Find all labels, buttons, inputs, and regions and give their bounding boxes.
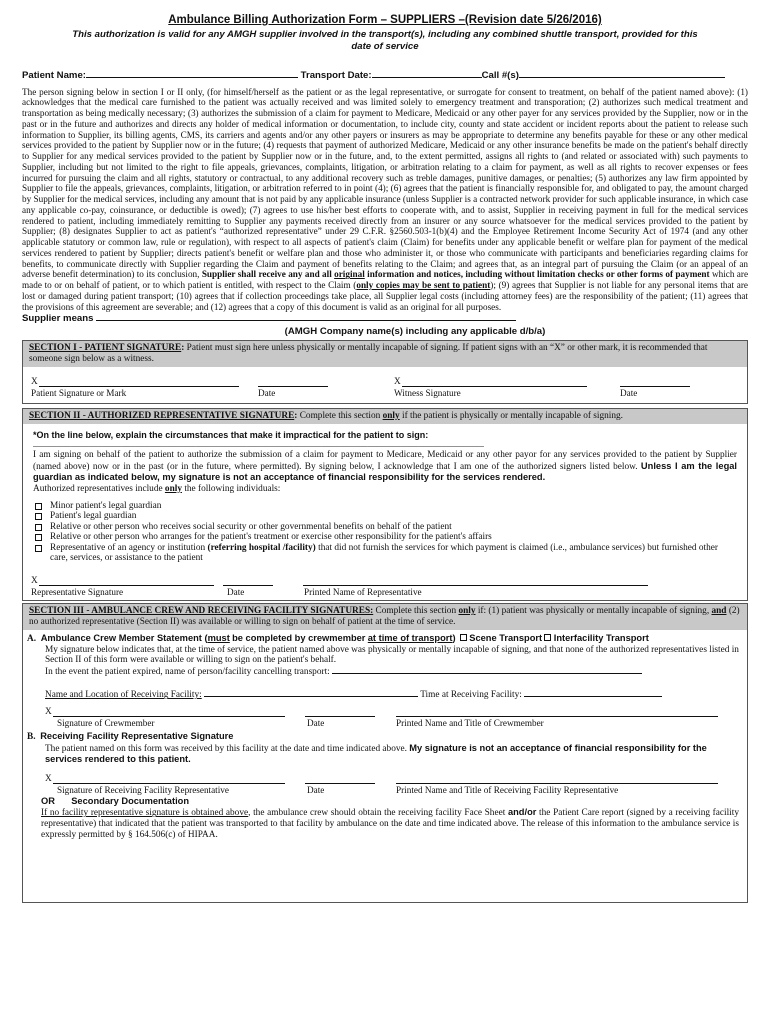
section-1-header: SECTION I - PATIENT SIGNATURE: Patient must sign here unless physically or mentally incapable of signing. If patient signs with an “X” or other mark, it is recommended that someone sign below as a witness. <box>23 341 747 367</box>
section-2-header: SECTION II - AUTHORIZED REPRESENTATIVE SIGNATURE: Complete this section only if the patient is physically or mentally incapable of signing. <box>23 409 747 424</box>
b-letter: B. <box>27 732 36 743</box>
scene-transport-checkbox[interactable] <box>460 634 467 641</box>
rf-printed-label: Printed Name and Title of Receiving Facility Representative <box>396 784 619 795</box>
name-location-field[interactable] <box>204 689 418 697</box>
section-1-text: Patient must sign here unless physically or mentally incapable of signing. If patient signs with an “X” or other mark, it is recommended that someone sign below as a witness. <box>29 342 708 364</box>
section-1-title: SECTION I - PATIENT SIGNATURE <box>29 342 182 353</box>
crew-date-label: Date <box>307 718 325 729</box>
sec-b: the Patient Care report (signed by a receiving facility representative) that indicated that the patient was transported to that facility by ambulance on the date and time indicated above. The release of this information to the ambulance service is expressly permitted by § 164.506(c) of HIPAA. <box>41 808 740 840</box>
section-2-signatures <box>23 564 737 598</box>
patient-date-line[interactable] <box>258 386 328 387</box>
witness-signature-label: Witness Signature <box>394 387 461 398</box>
crew-signature-line[interactable] <box>53 716 285 717</box>
patient-name-label: Patient Name: <box>22 70 86 81</box>
option-agency[interactable] <box>35 543 737 564</box>
section-2-text-a: Complete this section <box>299 410 381 421</box>
secondary-doc-label: Secondary Documentation <box>71 795 190 806</box>
rf-signature-line[interactable] <box>53 783 285 784</box>
checkbox[interactable] <box>35 534 42 541</box>
b-title: Receiving Facility Representative Signature <box>40 731 234 742</box>
checkbox[interactable] <box>35 503 42 510</box>
authorization-paragraph <box>22 87 748 313</box>
form-title: Ambulance Billing Authorization Form – SUPPLIERS –(Revision date 5/26/2016) <box>168 14 602 26</box>
call-number-field[interactable] <box>519 69 725 78</box>
receiving-facility-title <box>27 731 739 743</box>
rep-signature-line[interactable] <box>39 585 214 586</box>
a-title-c: ) <box>452 633 456 644</box>
rep-x: X <box>31 576 38 587</box>
a-letter: A. <box>27 634 37 645</box>
sec-underline: If no facility representative signature is obtained above <box>41 808 249 819</box>
or-secondary-row <box>27 796 739 808</box>
b-text-bold: My signature is not an acceptance of financial responsibility for the services rendered to this patient. <box>45 742 707 765</box>
rep-paragraph-bold: Unless I am the legal guardian as indicated below, my signature is not an acceptance of financial responsibility for the services rendered. <box>33 460 737 483</box>
b-text-a: The patient named on this form was received by this facility at the date and time indicated above. <box>45 743 407 754</box>
para-bold-underline-2: only copies may be sent to patient <box>356 280 491 291</box>
rf-signature-label: Signature of Receiving Facility Representative <box>57 784 229 795</box>
transport-date-field[interactable] <box>372 69 482 78</box>
para-bold: Supplier shall receive any and all <box>201 269 332 280</box>
supplier-means-label: Supplier means <box>22 313 94 325</box>
option-label: Relative or other person who arranges for the patient's treatment or exercise other responsibility for the patient's affairs <box>50 532 492 543</box>
section-1-signatures <box>23 367 747 403</box>
section-2-body <box>23 424 747 601</box>
option-minor-guardian[interactable] <box>35 501 737 512</box>
explain-line[interactable]: _________________________________________________________________________________________________ <box>33 440 484 450</box>
rf-printed-line[interactable] <box>396 783 718 784</box>
rep-date-line[interactable] <box>223 585 273 586</box>
rep-date-label: Date <box>227 587 245 598</box>
interfacility-label: Interfacility Transport <box>553 633 649 644</box>
option-label: Patient's legal guardian <box>50 511 137 522</box>
a-title-u: at time of transport <box>367 633 453 644</box>
rep-printed-line[interactable] <box>303 585 648 586</box>
rep-printed-label: Printed Name of Representative <box>304 587 422 598</box>
expired-row <box>27 666 739 678</box>
para-text: The person signing below in section I or II only, (for himself/herself as the patient or as the legal representative, or surrogate for consent to treatment, on behalf of the patient named above): (1) acknowledges that the medical care furnished to the patient was actually received and was limited solely to emergency treatment and transporation; (2) authorizes such medical treatment and transportation as being medically necessary; (3) authorizes the submission of a claim for payment to Medicare, Medicaid or any other payer for any services provided by the Supplier, now or in the past or in the future and authorizes and directs any holder of medical information or documentation, to include city, county and state accident or incident reports about the patient to release such information to Supplier, its billing agents, CMS, its carriers and agents and/or any other payers or insurers as may be appropriate to determine any benefits payable for these or any other medical services provided to the patient by Supplier now or in the future; (4) requests that payment of authorized Medicare, Medicaid or any other insurance benefits be made on the patient's behalf directly to Supplier for any medical services provided to the patient by Supplier now or in the future, and, to the extent permitted, assigns all rights to (and related or associated with) such payments to Supplier, including but not limited to the right to file appeals, grievances, complaints, litigation, or arbitration relating to a claim for payment, as well as all rights to recover expenses or fees incurred for pursuing the claim and all rights, statutory or contractual, to any additional recovery such as treble damages, punitive damages, or penalties; (5) authorizes any law firm appointed by Supplier to file the appeals, grievances, complaints, litigation, or arbitration referred to in point (4); (6) agrees that the patient is financially responsible for, and obligated to pay, the amount charged by Supplier for the medical services, including any amount that is not paid by any applicable insurance (unless Supplier is a contracted network provider for such applicable insurance, in which case any applicable co-pay, coinsurance, or deductible is owed); (7) agrees to use his/her best efforts to cooperate with, and to assist, Supplier in receiving payment in full for the medical services rendered to patient, including immediately remitting to Supplier any payments received directly from an insurer or any source whatsoever for the medical services provided to the patient by Supplier; (8) designates Supplier to act as patient's “authorized representative” under 29 C.F.R. §2560.503-1(b)(4) and the Employee Retirement Income Security Act of 1974 (and any other applicable statutory or common law, rule or regulation), with respect to all aspects of patient's claim (Claim) for benefits under any applicable benefit or welfare plan for payment of the medical services rendered to patient by Supplier; directs patient's benefit or welfare plan and those who administer it, or those who communicate with participants and beneficiaries regarding claims for benefits, to communicate directly with Supplier regarding the Claim and payment of benefits relating to the Claim; and agrees that, as an integral part of pursuing the Claim (or an appeal of an adverse benefit determination) to its conclusion, <box>22 86 748 280</box>
amgh-note: (AMGH Company name(s) including any applicable d/b/a) <box>284 325 546 337</box>
time-at-label: Time at Receiving Facility: <box>420 690 522 701</box>
section-3-only: only <box>458 606 476 617</box>
section-3-title: SECTION III - AMBULANCE CREW AND RECEIVING FACILITY SIGNATURES: <box>29 606 374 617</box>
section-3-body <box>23 630 747 840</box>
sign-x: X <box>31 376 38 387</box>
a-title-b: be completed by crewmember <box>232 633 366 644</box>
section-3-text-b: if: (1) patient was physically or mentally incapable of signing, <box>477 606 710 617</box>
supplier-name-field[interactable] <box>96 313 516 321</box>
a-must: must <box>207 633 230 644</box>
a-title-a: Ambulance Crew Member Statement ( <box>40 633 208 644</box>
crew-date-line[interactable] <box>305 716 375 717</box>
crew-signature-label: Signature of Crewmember <box>57 718 155 729</box>
para-bold-2: information and notices, including without limitation checks or other forms of payment <box>367 269 710 280</box>
crew-x: X <box>45 707 52 718</box>
checkbox[interactable] <box>35 524 42 531</box>
patient-date-label: Date <box>258 387 276 398</box>
crew-statement-text: My signature below indicates that, at the time of service, the patient named above was physically or mentally incapable of signing, and that none of the authorized representatives listed in Section II of this form were available or willing to sign on the patient's behalf. <box>45 644 739 666</box>
witness-x: X <box>394 376 401 387</box>
expired-field[interactable] <box>332 666 642 674</box>
option-label: Relative or other person who receives social security or other governmental benefits on behalf of the patient <box>50 521 452 532</box>
patient-name-field[interactable] <box>86 69 298 78</box>
reps-intro-b: the following individuals: <box>184 483 281 494</box>
receiving-facility-text <box>27 743 739 766</box>
rf-x: X <box>45 773 52 784</box>
reps-only: only <box>164 483 182 494</box>
supplier-means-row <box>22 313 748 325</box>
option-relative-arranges[interactable] <box>35 532 737 543</box>
witness-signature-line[interactable] <box>402 386 587 387</box>
explain-prompt: *On the line below, explain the circumstances that make it impractical for the patient to sign: <box>33 429 429 440</box>
rf-date-line[interactable] <box>305 783 375 784</box>
section-2-text-b: if the patient is physically or mentally incapable of signing. <box>402 410 624 421</box>
rep-paragraph: I am signing on behalf of the patient to authorize the submission of a claim for payment to Medicare, Medicaid or any other payor for any services provided to the patient by Supplier (named above) now or in the past (or in the future, where permitted). By signing below, I acknowledge that I am one of the authorized signers listed below. <box>33 450 737 472</box>
witness-date-label: Date <box>620 387 638 398</box>
crew-signatures <box>27 701 739 731</box>
or-label: OR <box>41 795 55 806</box>
section-3-and: and <box>711 606 727 617</box>
form-subtitle: This authorization is valid for any AMGH supplier involved in the transport(s), including any combined shuttle transport, provided for this date of service <box>72 29 698 52</box>
section-2-title: SECTION II - AUTHORIZED REPRESENTATIVE SIGNATURE <box>29 410 295 421</box>
section-3 <box>22 603 748 903</box>
call-label: Call #(s) <box>481 70 519 81</box>
para-mid: which are made to or on behalf of patient, or to which patient is entitled, with respect to the Claim ( <box>22 269 749 291</box>
option-label: Minor patient's legal guardian <box>50 500 162 511</box>
section-3-text-a: Complete this section <box>375 606 457 617</box>
option-5-a: Representative of an agency or institution <box>50 542 206 553</box>
patient-signature-label: Patient Signature or Mark <box>31 387 127 398</box>
checkbox[interactable] <box>35 545 42 552</box>
name-location-label: Name and Location of Receiving Facility: <box>45 690 202 701</box>
para-bold-underline: original <box>334 269 365 280</box>
section-3-text-c: (2) no authorized representative (Section II) was available or willing to sign on behalf of patient at the time of service. <box>29 606 740 628</box>
option-5-bold: (referring hospital /facility) <box>207 542 316 553</box>
checkbox[interactable] <box>35 513 42 520</box>
crew-statement-title <box>27 633 739 645</box>
para-end: ); (9) agrees that Supplier is not liable for any personal items that are lost or damaged during patient transport; (10) agrees that if collection proceedings take place, all Supplier legal costs (including attorney fees) are the responsibility of the patient; (11) agrees that the provisions of this agreement are severable; and (12) agrees that a copy of this document is valid as an original for all purposes. <box>22 280 748 312</box>
section-2-only: only <box>382 410 400 421</box>
section-3-header <box>23 604 747 630</box>
expired-label: In the event the patient expired, name of person/facility cancelling transport: <box>45 666 330 677</box>
sec-a: , the ambulance crew should obtain the receiving facility Face Sheet <box>248 808 506 819</box>
rf-date-label: Date <box>307 784 325 795</box>
transport-date-label: Transport Date: <box>300 70 372 81</box>
receiving-signatures <box>27 766 739 796</box>
rep-signature-label: Representative Signature <box>31 587 124 598</box>
form <box>22 14 748 903</box>
patient-signature-line[interactable] <box>39 386 239 387</box>
section-2 <box>22 408 748 602</box>
option-relative-benefits[interactable] <box>35 522 737 533</box>
reps-intro-a: Authorized representatives include <box>33 483 163 494</box>
crew-printed-line[interactable] <box>396 716 718 717</box>
option-5-b: that did not furnish the services for which payment is claimed (i.e., ambulance services) but furnished other care, services, or assistance to the patient <box>50 542 719 564</box>
section-1 <box>22 340 748 404</box>
patient-info-row <box>22 69 748 82</box>
scene-transport-label: Scene Transport <box>469 633 543 644</box>
crew-printed-label: Printed Name and Title of Crewmember <box>396 718 544 729</box>
option-legal-guardian[interactable] <box>35 511 737 522</box>
secondary-doc-text <box>27 807 739 840</box>
time-at-field[interactable] <box>524 689 662 697</box>
sec-andor: and/or <box>507 807 537 818</box>
receiving-row <box>27 689 739 701</box>
interfacility-checkbox[interactable] <box>544 634 551 641</box>
option-label <box>50 543 737 564</box>
witness-date-line[interactable] <box>620 386 690 387</box>
